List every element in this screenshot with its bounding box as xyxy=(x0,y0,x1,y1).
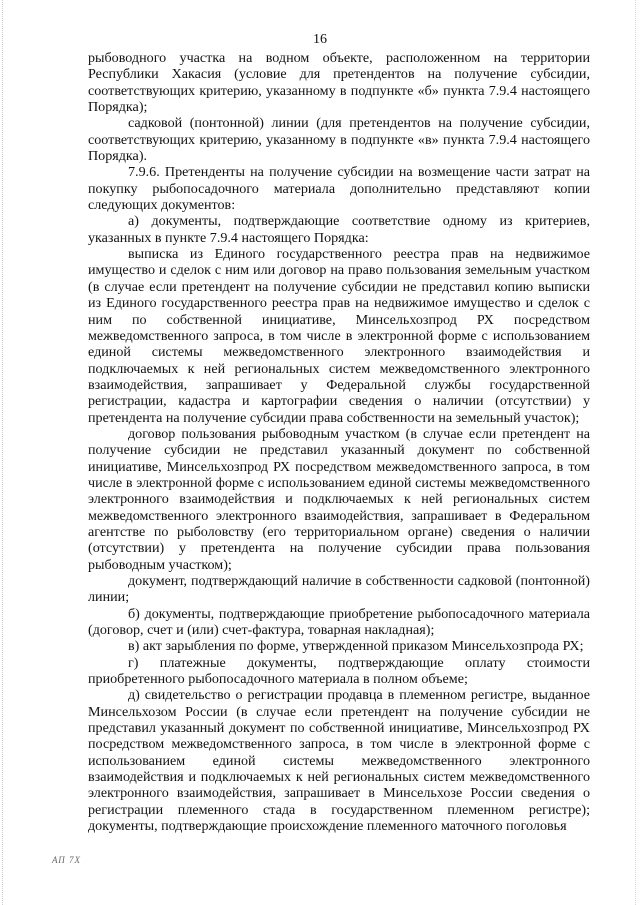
paragraph-item-v: в) акт зарыбления по форме, утвержденной приказом Минсельхозпрода РХ; xyxy=(128,638,584,655)
paragraph-fish-plot-contract: договор пользования рыбоводным участком (в случае если претендент на получение субсидии не представил указанный документ по собственной инициативе, Минсельхозпрод РХ посредством межведомственного запроса, в том числе в электронной форме с использованием единой системы межведомственного электронного взаимодействия и подключаемых к ней региональных систем межведомственного электронного взаимодействия, запрашивает в Федеральном агентстве по рыболовству (его территориальном органе) сведения о наличии (отсутствии) у претендента на получение субсидии права пользования рыбоводным участком); xyxy=(88,425,590,573)
paragraph-item-b: б) документы, подтверждающие приобретение рыбопосадочного материала (договор, счет и (или) счет-фактура, товарная накладная); xyxy=(88,605,590,639)
paragraph-ownership-document: документ, подтверждающий наличие в собственности садковой (понтонной) линии; xyxy=(88,573,590,606)
footer-mark: АП 7Х xyxy=(52,855,82,865)
paragraph-fish-plot: рыбоводного участка на водном объекте, расположенном на территории Республики Хакасия (условие для претендентов на получение субсидии, соответствующих критерию, указанному в подпункте «б» пункта 7.9.4 настоящего Порядка); xyxy=(88,50,590,116)
paragraph-7-9-6: 7.9.6. Претенденты на получение субсидии на возмещение части затрат на покупку рыбопосадочного материала дополнительно представляют копии следующих документов: xyxy=(88,164,590,214)
paragraph-item-g: г) платежные документы, подтверждающие оплату стоимости приобретенного рыбопосадочного материала в полном объеме; xyxy=(88,654,590,688)
paragraph-item-a: а) документы, подтверждающие соответствие одному из критериев, указанных в пункте 7.9.4 настоящего Порядка: xyxy=(88,213,590,246)
scan-edge-right xyxy=(635,0,637,905)
document-body xyxy=(88,50,590,835)
paragraph-registry-extract: выписка из Единого государственного реестра прав на недвижимое имущество и сделок с ним или договор на право пользования земельным участком (в случае если претендент на получение субсидии не представил копию выписки из Единого государственного реестра прав на недвижимое имущество и сделок с ним по собственной инициативе, Минсельхозпрод РХ посредством межведомственного запроса, в том числе в электронной форме с использованием единой системы межведомственного электронного взаимодействия и подключаемых к ней региональных систем межведомственного электронного взаимодействия, запрашивает у Федеральной службы государственной регистрации, кадастра и картографии сведения о наличии (отсутствии) у претендента на получение субсидии права собственности на земельный участок); xyxy=(88,246,590,426)
scan-edge-left xyxy=(2,0,4,905)
paragraph-cage-line: садковой (понтонной) линии (для претендентов на получение субсидии, соответствующих критерию, указанному в подпункте «в» пункта 7.9.4 настоящего Порядка). xyxy=(88,115,590,165)
page-number: 16 xyxy=(313,32,327,47)
paragraph-item-d: д) свидетельство о регистрации продавца в племенном регистре, выданное Минсельхозом России (в случае если претендент на получение субсидии не представил указанный документ по собственной инициативе, Минсельхозпрод РХ посредством межведомственного запроса, в том числе в электронной форме с использованием единой системы межведомственного электронного взаимодействия и подключаемых к ней региональных систем межведомственного электронного взаимодействия, запрашивает в Минсельхозе России сведения о регистрации племенного стада в государственном племенном регистре); документы, подтверждающие происхождение племенного маточного поголовья xyxy=(88,687,590,835)
